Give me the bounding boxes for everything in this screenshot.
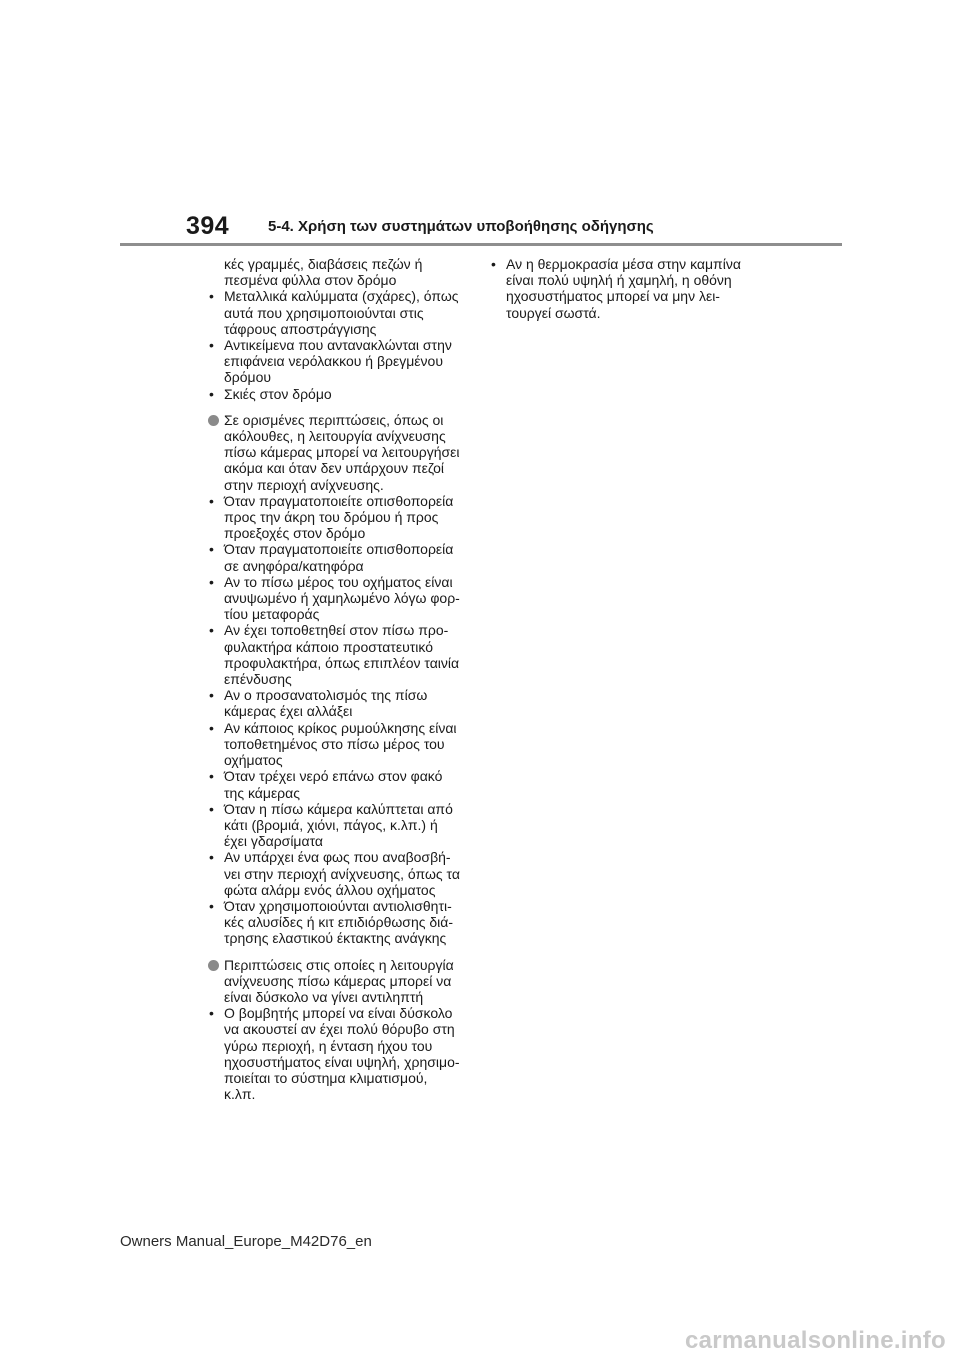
bullet-icon: • [209,719,214,736]
list-item: • Αν έχει τοποθετηθεί στον πίσω προ- φυλακτήρα κάποιο προστατευτικό προφυλακτήρα, όπως επιπλέον ταινία επένδυσης [209,622,460,688]
bullet-icon: • [209,800,214,817]
list-item: • Ο βομβητής μπορεί να είναι δύσκολο να ακουστεί αν έχει πολύ θόρυβο στη γύρω περιοχή, η ένταση ήχου του ηχοσυστήματος είναι υψηλή, χρησιμο- ποιείται το σύστημα κλιματισμού, κ.λπ. [209,1005,460,1103]
section-title: 5-4. Χρήση των συστημάτων υποβοήθησης οδήγησης [268,218,654,235]
list-item: • Όταν χρησιμοποιούνται αντιολισθητι- κές αλυσίδες ή κιτ επιδιόρθωσης διά- τρησης ελαστικού έκτακτης ανάγκης [209,897,454,947]
bullet-icon: • [209,541,214,558]
list-item: • Αντικείμενα που αντανακλώνται στην επιφάνεια νερόλακκου ή βρεγμένου δρόμου [209,337,452,386]
bullet-icon: • [209,288,214,305]
watermark: carmanualsonline.info [684,1327,946,1354]
list-item: • Αν ο προσανατολισμός της πίσω κάμερας έχει αλλάξει [209,687,428,720]
page-header [0,212,960,252]
bullet-icon: • [209,687,214,704]
list-item: • Όταν πραγματοποιείτε οπισθοπορεία σε ανηφόρα/κατηφόρα [209,541,454,574]
section-heading: Σε ορισμένες περιπτώσεις, όπως οι ακόλουθες, η λειτουργία ανίχνευσης πίσω κάμερας μπορεί να λειτουργήσει ακόμα και όταν δεν υπάρχουν πεζοί στην περιοχή ανίχνευσης. [206,412,474,493]
list-item: • Σκιές στον δρόμο [209,385,332,402]
bullet-icon: • [209,492,214,509]
list-item: • Μεταλλικά καλύμματα (σχάρες), όπως αυτά που χρησιμοποιούνται στις τάφρους αποστράγγισης [209,288,459,337]
list-item: • Όταν η πίσω κάμερα καλύπτεται από κάτι (βρομιά, χιόνι, πάγος, κ.λπ.) ή έχει γδαρσίματα [209,800,453,850]
list-item: • Αν κάποιος κρίκος ρυμούλκησης είναι τοποθετημένος στο πίσω μέρος του οχήματος [209,719,457,769]
list-item: • Όταν τρέχει νερό επάνω στον φακό της κάμερας [209,768,443,801]
list-item: • Αν το πίσω μέρος του οχήματος είναι ανυψωμένο ή χαμηλωμένο λόγω φορ- τίου μεταφοράς [209,573,460,623]
list-item: • Όταν πραγματοποιείτε οπισθοπορεία προς την άκρη του δρόμου ή προς προεξοχές στον δρόμο [209,492,454,542]
footer-text: Owners Manual_Europe_M42D76_en [120,1233,372,1250]
bullet-icon: • [491,256,496,272]
right-column [488,256,754,321]
continuation-text: κές γραμμές, διαβάσεις πεζών ή πεσμένα φύλλα στον δρόμο [224,256,423,289]
bullet-icon: • [209,337,214,354]
bullet-icon: • [209,573,214,590]
bullet-icon: • [209,768,214,785]
circle-bullet-icon [208,415,219,426]
bullet-icon: • [209,897,214,914]
header-rule [120,243,842,246]
left-column [206,256,474,1102]
list-item: • Αν υπάρχει ένα φως που αναβοσβή- νει στην περιοχή ανίχνευσης, όπως τα φώτα αλάρμ ενός άλλου οχήματος [209,849,460,898]
circle-bullet-icon [208,960,219,971]
bullet-icon: • [209,622,214,639]
bullet-icon: • [209,849,214,866]
section-heading: Περιπτώσεις στις οποίες η λειτουργία ανίχνευσης πίσω κάμερας μπορεί να είναι δύσκολο να γίνει αντιληπτή [206,957,474,1006]
page-number: 394 [186,212,230,240]
list-item: • Αν η θερμοκρασία μέσα στην καμπίνα είναι πολύ υψηλή ή χαμηλή, η οθόνη ηχοσυστήματος μπορεί να μην λει- τουργεί σωστά. [491,256,741,321]
bullet-icon: • [209,385,214,402]
bullet-icon: • [209,1005,214,1022]
